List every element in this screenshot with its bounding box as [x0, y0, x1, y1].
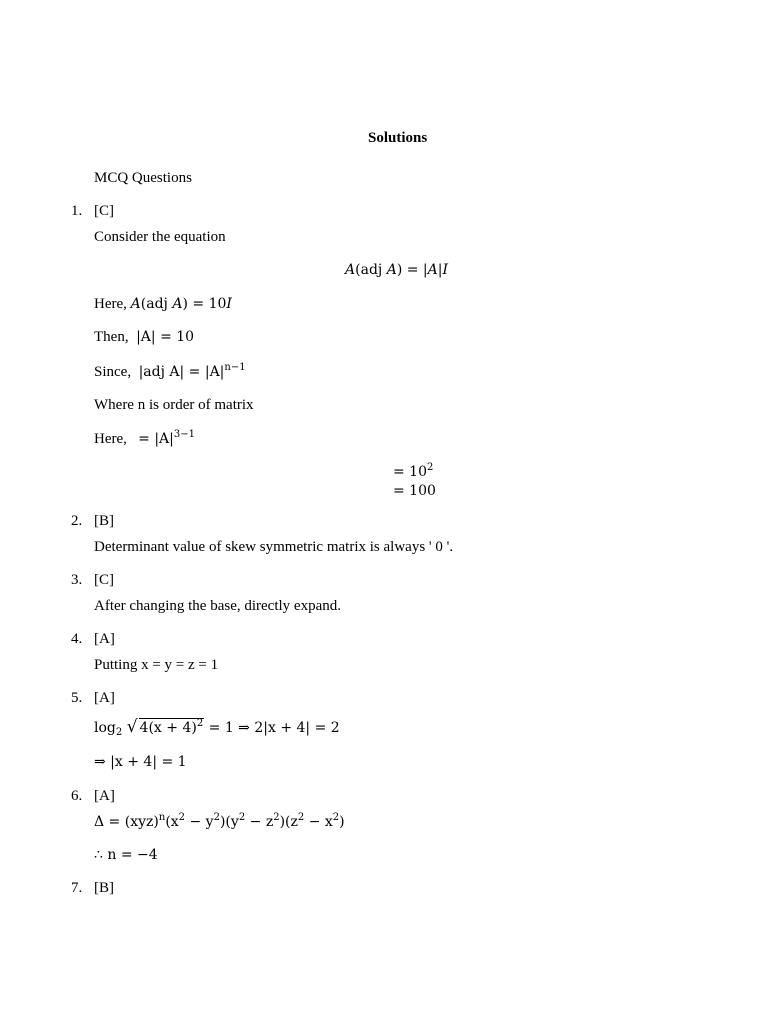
question-1-step-1: = $10^2$ — [393, 462, 434, 480]
question-5-number: 5. — [71, 690, 83, 706]
question-3-explanation: After changing the base, directly expand. — [94, 598, 341, 614]
question-4-explanation: Putting x = y = z = 1 — [94, 657, 219, 673]
question-1-then-line: Then, |A| = 10 — [94, 329, 195, 345]
question-5-log-equation: $\log_2$ √ $4(x + 4)^2 = 1$ ⇒ 2|x + 4| = 2 — [94, 717, 340, 738]
question-3-number: 3. — [71, 572, 83, 588]
question-1-answer: [C] — [94, 203, 114, 219]
question-6-conclusion: ∴ n = −4 — [94, 847, 158, 863]
question-5-answer: [A] — [94, 690, 115, 706]
question-7-answer: [B] — [94, 880, 114, 896]
question-2-number: 2. — [71, 513, 83, 529]
question-1-main-equation: A(adj A) = |A|I — [345, 262, 449, 278]
question-1-here2-line: Here, = $|A|^{3-1}$ — [94, 429, 195, 447]
question-2-explanation: Determinant value of skew symmetric matrix is always ' 0 '. — [94, 539, 454, 555]
question-4-answer: [A] — [94, 631, 115, 647]
question-1-number: 1. — [71, 203, 83, 219]
question-6-delta-expression: $\Delta = (xyz)^n(x^2 - y^2)(y^2 - z^2)(z^2 - x^2)$ — [94, 812, 345, 830]
section-heading: MCQ Questions — [94, 170, 192, 186]
question-5-result: ⇒ |x + 4| = 1 — [94, 754, 187, 770]
question-4-number: 4. — [71, 631, 83, 647]
question-1-step-2: = 100 — [393, 483, 436, 499]
question-1-where-line: Where n is order of matrix — [94, 397, 254, 413]
question-6-answer: [A] — [94, 788, 115, 804]
question-1-intro: Consider the equation — [94, 229, 226, 245]
question-1-here-line: Here, A(adj A) = 10I — [94, 296, 232, 312]
question-6-number: 6. — [71, 788, 83, 804]
question-7-number: 7. — [71, 880, 83, 896]
question-3-answer: [C] — [94, 572, 114, 588]
page-title: Solutions — [368, 130, 428, 146]
question-1-since-line: Since, |adj $A| = |A|^{n-1}$ — [94, 362, 246, 380]
question-2-answer: [B] — [94, 513, 114, 529]
